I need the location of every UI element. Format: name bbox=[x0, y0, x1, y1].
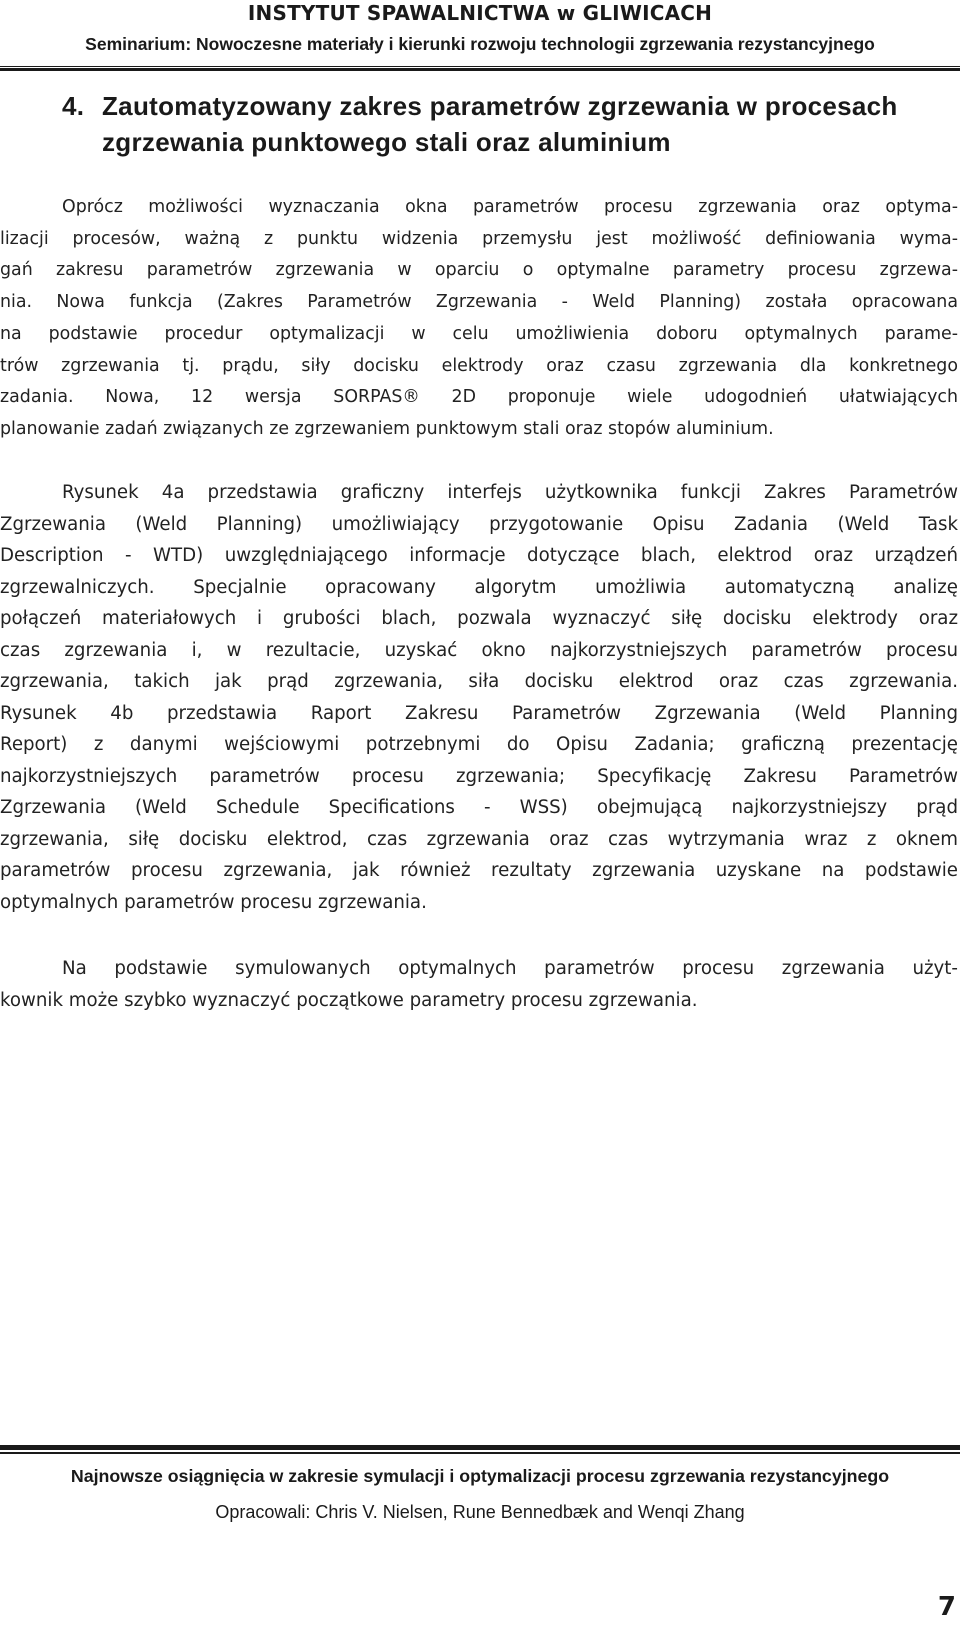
paragraph-line: gań zakresu parametrów zgrzewania w oparciu o optymalne parametry procesu zgrzewa- bbox=[0, 260, 958, 281]
paragraph-line: trów zgrzewania tj. prądu, siły docisku elektrody oraz czasu zgrzewania dla konkretnego bbox=[0, 355, 958, 376]
footer-title: Najnowsze osiągnięcia w zakresie symulacji i optymalizacji procesu zgrzewania rezystancyjnego bbox=[70, 1466, 890, 1486]
paragraph-line: Na podstawie symulowanych optymalnych parametrów procesu zgrzewania użyt- bbox=[62, 958, 958, 979]
paragraph-line: parametrów procesu zgrzewania, jak również rezultaty zgrzewania uzyskane na podstawie bbox=[0, 860, 958, 881]
section-title-line-1: Zautomatyzowany zakres parametrów zgrzewania w procesach bbox=[102, 91, 898, 121]
paragraph-line: najkorzystniejszych parametrów procesu zgrzewania; Specyfikację Zakresu Parametrów bbox=[0, 765, 958, 787]
footer-rule-thick bbox=[0, 1445, 960, 1450]
paragraph-line: lizacji procesów, ważną z punktu widzenia przemysłu jest możliwość definiowania wyma- bbox=[0, 228, 958, 249]
paragraph-line: zgrzewania, takich jak prąd zgrzewania, siła docisku elektrod oraz czas zgrzewania. bbox=[0, 671, 958, 692]
section-title-line-2: zgrzewania punktowego stali oraz aluminium bbox=[102, 127, 671, 157]
paragraph-line: Rysunek 4a przedstawia graficzny interfejs użytkownika funkcji Zakres Parametrów bbox=[62, 482, 958, 503]
paragraph-1 bbox=[0, 192, 958, 446]
paragraph-2 bbox=[0, 477, 958, 918]
paragraph-line: Rysunek 4b przedstawia Raport Zakresu Parametrów Zgrzewania (Weld Planning bbox=[0, 702, 958, 724]
footer-authors: Opracowali: Chris V. Nielsen, Rune Bennedbæk and Wenqi Zhang bbox=[215, 1502, 745, 1522]
paragraph-line: kownik może szybko wyznaczyć początkowe parametry procesu zgrzewania. bbox=[0, 989, 698, 1011]
paragraph-line: połączeń materiałowych i grubości blach, pozwala wyznaczyć siłę docisku elektrody oraz bbox=[0, 608, 958, 629]
header-rule-thick bbox=[0, 68, 960, 71]
page-number: 7 bbox=[937, 1592, 956, 1622]
section-heading-line-1 bbox=[62, 88, 898, 124]
paragraph-line: optymalnych parametrów procesu zgrzewania. bbox=[0, 891, 427, 913]
paragraph-line: na podstawie procedur optymalizacji w celu umożliwienia doboru optymalnych parame- bbox=[0, 323, 958, 344]
paragraph-line: Description - WTD) uwzględniającego informacje dotyczące blach, elektrod oraz urządzeń bbox=[0, 545, 958, 566]
paragraph-line: Report) z danymi wejściowymi potrzebnymi do Opisu Zadania; graficzną prezentację bbox=[0, 734, 958, 755]
header-rule-thin bbox=[0, 66, 960, 67]
paragraph-line: Zgrzewania (Weld Schedule Specifications - WSS) obejmującą najkorzystniejszy prąd bbox=[0, 797, 958, 818]
paragraph-line: nia. Nowa funkcja (Zakres Parametrów Zgrzewania - Weld Planning) została opracowana bbox=[0, 292, 958, 313]
paragraph-line: zgrzewalniczych. Specjalnie opracowany algorytm umożliwia automatyczną analizę bbox=[0, 576, 958, 598]
footer-rule-thin bbox=[0, 1452, 960, 1454]
paragraph-line: planowanie zadań związanych ze zgrzewaniem punktowym stali oraz stopów aluminium. bbox=[0, 418, 774, 439]
institute-name: INSTYTUT SPAWALNICTWA w GLIWICACH bbox=[247, 1, 713, 25]
paragraph-line: zgrzewania, siłę docisku elektrod, czas zgrzewania oraz czas wytrzymania wraz z oknem bbox=[0, 828, 958, 850]
section-number: 4. bbox=[62, 91, 85, 121]
paragraph-line: czas zgrzewania i, w rezultacie, uzyskać okno najkorzystniejszych parametrów procesu bbox=[0, 639, 958, 661]
paragraph-line: Zgrzewania (Weld Planning) umożliwiający przygotowanie Opisu Zadania (Weld Task bbox=[0, 513, 958, 535]
seminar-title: Seminarium: Nowoczesne materiały i kierunki rozwoju technologii zgrzewania rezystancyjnego bbox=[85, 34, 875, 54]
paragraph-3 bbox=[0, 953, 958, 1016]
paragraph-line: Oprócz możliwości wyznaczania okna parametrów procesu zgrzewania oraz optyma- bbox=[62, 197, 958, 217]
paragraph-line: zadania. Nowa, 12 wersja SORPAS® 2D proponuje wiele udogodnień ułatwiających bbox=[0, 387, 958, 408]
